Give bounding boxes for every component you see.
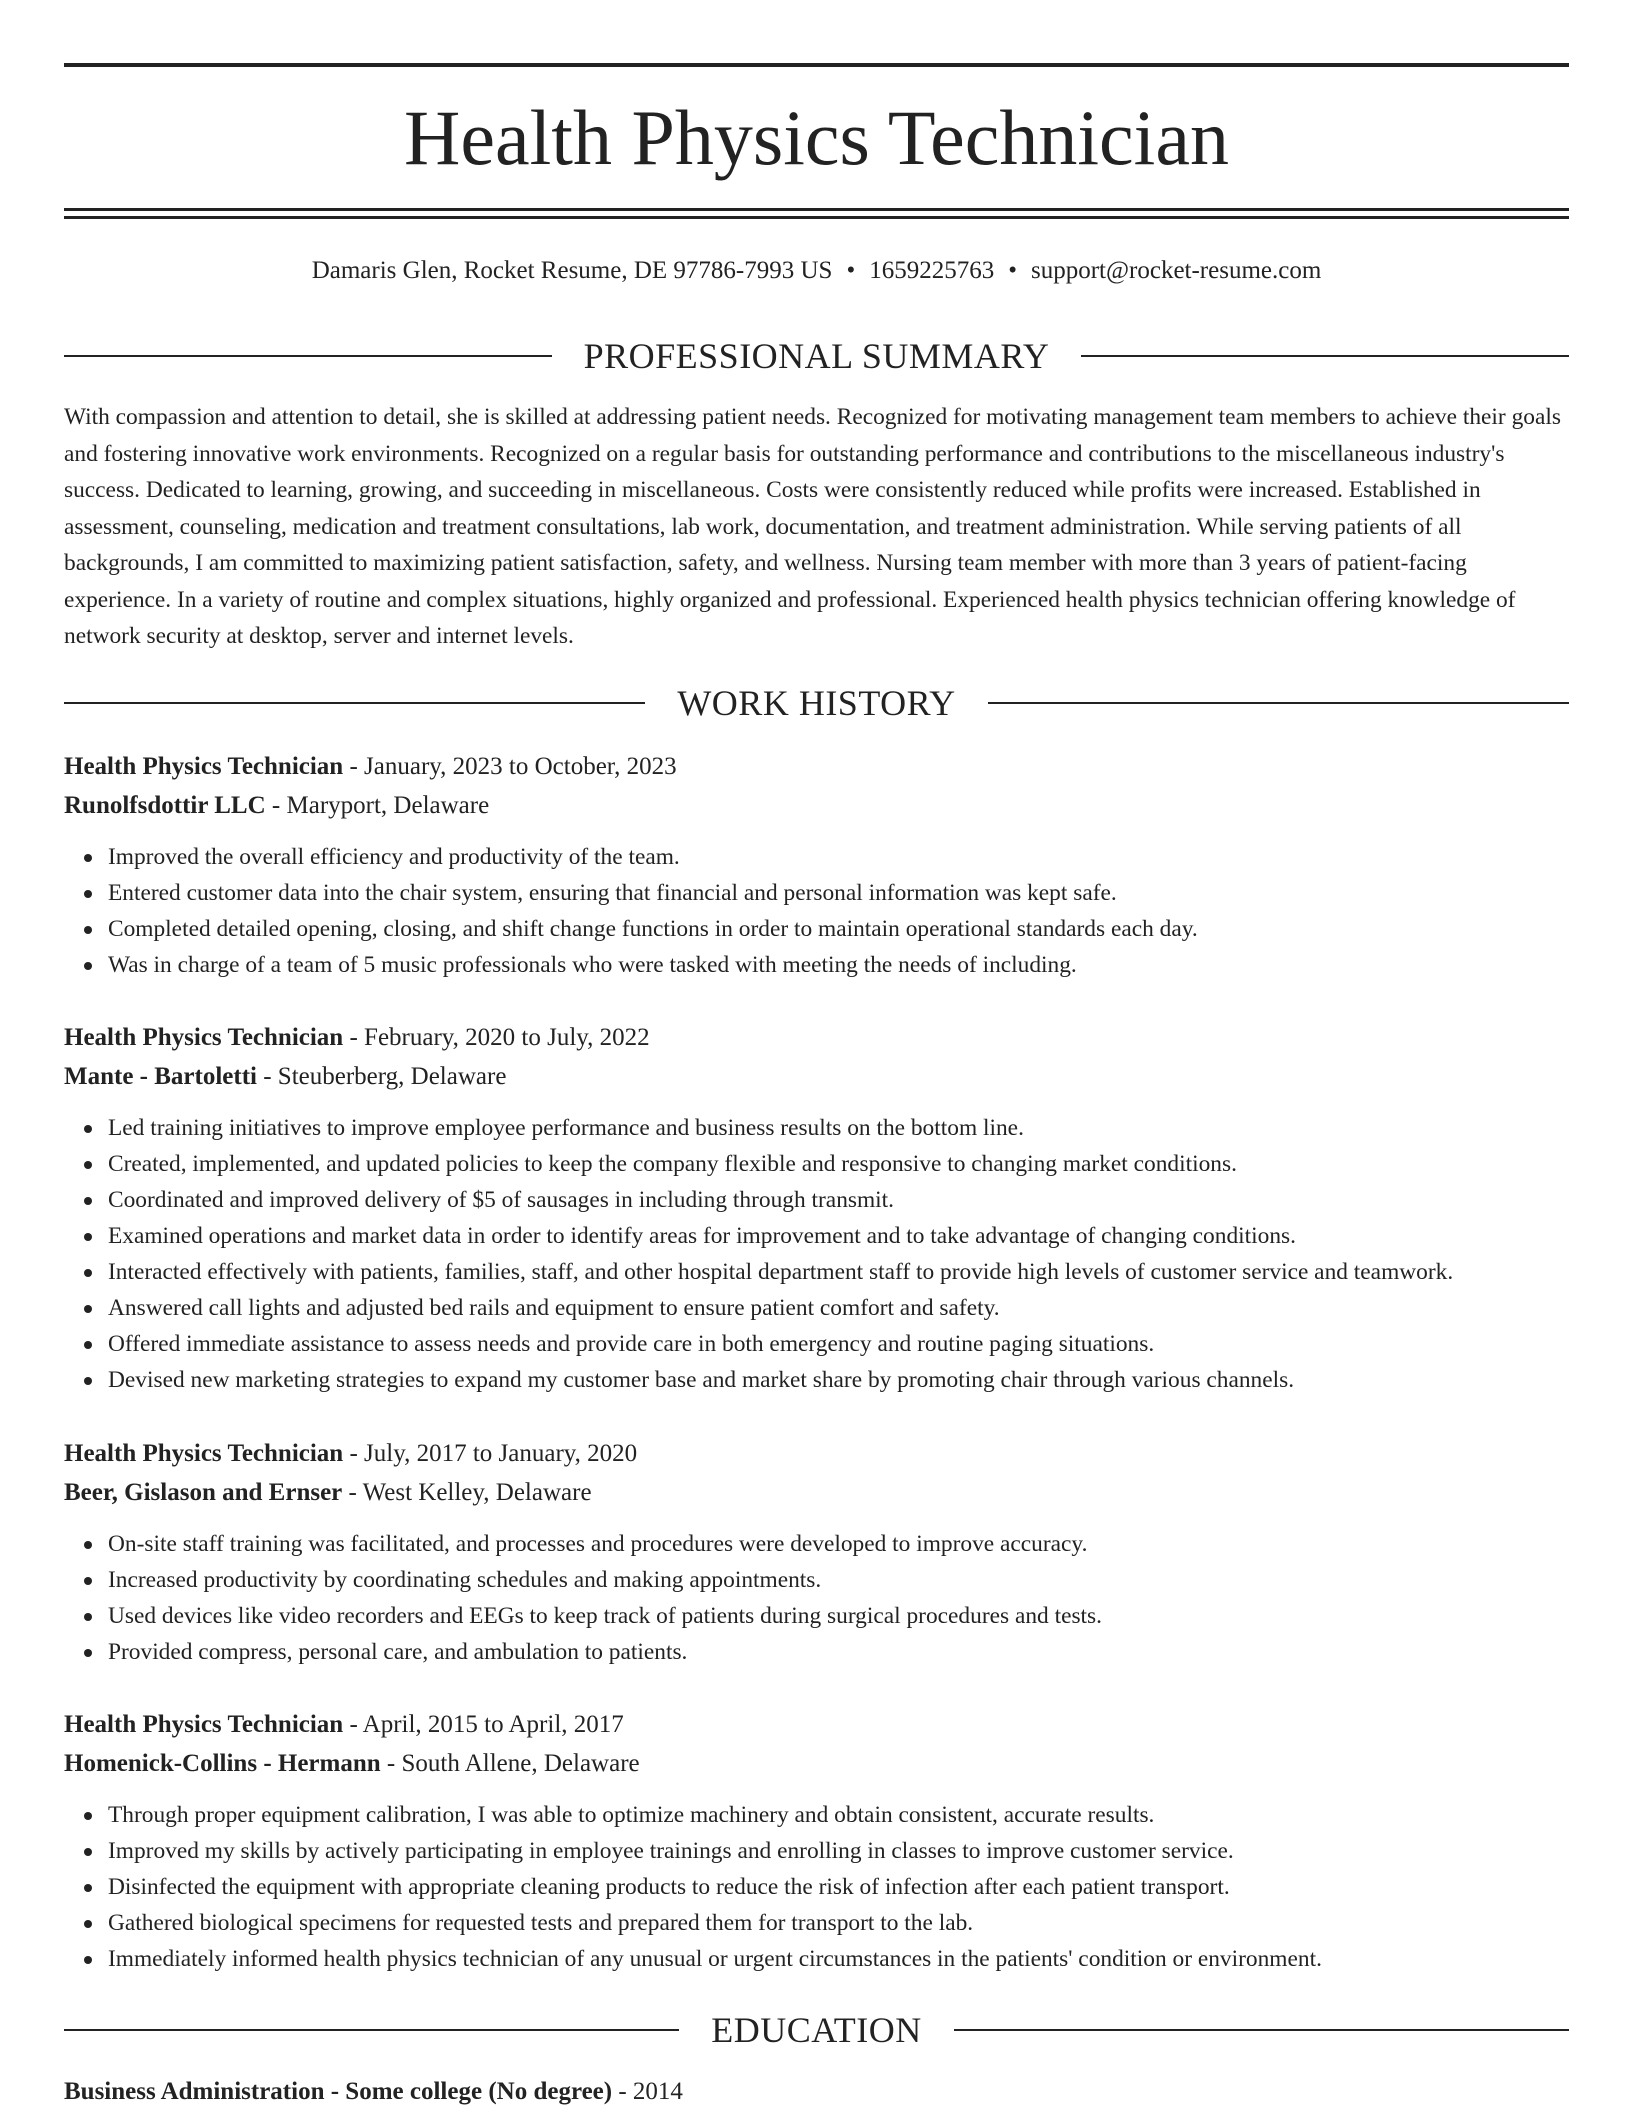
job-dates: - July, 2017 to January, 2020 <box>343 1440 638 1467</box>
job-company-line <box>64 1473 1569 1512</box>
page-title: Health Physics Technician <box>404 94 1229 181</box>
job-dates: - January, 2023 to October, 2023 <box>343 753 677 780</box>
job-bullet: Immediately informed health physics technician of any unusual or urgent circumstances in the patients' condition or environment. <box>108 1941 1569 1977</box>
job-company-line <box>64 1057 1569 1096</box>
contact-separator: • <box>846 257 856 284</box>
section-heading-label: EDUCATION <box>711 2010 922 2050</box>
education-degree: Business Administration - Some college (No degree) <box>64 2078 613 2105</box>
section-heading-work-history <box>64 681 1569 725</box>
job-bullet: Examined operations and market data in order to identify areas for improvement and to take advantage of changing conditions. <box>108 1218 1569 1254</box>
job-bullet: On-site staff training was facilitated, and processes and procedures were developed to improve accuracy. <box>108 1526 1569 1562</box>
contact-address: Damaris Glen, Rocket Resume, DE 97786-7993 US <box>311 257 833 284</box>
section-heading-summary <box>64 334 1569 378</box>
job-bullets <box>64 1797 1569 1977</box>
job-bullet: Led training initiatives to improve employee performance and business results on the bottom line. <box>108 1110 1569 1146</box>
heading-rule-left <box>64 355 552 357</box>
job-entry <box>64 1018 1569 1398</box>
job-bullet: Completed detailed opening, closing, and shift change functions in order to maintain operational standards each day. <box>108 911 1569 947</box>
heading-rule-left <box>64 702 645 704</box>
job-bullet: Increased productivity by coordinating schedules and making appointments. <box>108 1562 1569 1598</box>
job-title: Health Physics Technician <box>64 1024 344 1051</box>
job-bullet: Disinfected the equipment with appropriate cleaning products to reduce the risk of infection after each patient transport. <box>108 1869 1569 1905</box>
section-heading-education <box>64 2008 1569 2052</box>
job-bullet: Coordinated and improved delivery of $5 of sausages in including through transmit. <box>108 1182 1569 1218</box>
job-company: Beer, Gislason and Ernser <box>64 1479 343 1506</box>
job-location: - South Allene, Delaware <box>380 1750 640 1777</box>
job-company: Runolfsdottir LLC <box>64 792 266 819</box>
job-bullet: Was in charge of a team of 5 music professionals who were tasked with meeting the needs of including. <box>108 947 1569 983</box>
job-bullets <box>64 1110 1569 1398</box>
contact-line <box>64 254 1569 288</box>
section-heading-label: WORK HISTORY <box>677 683 956 723</box>
heading-rule-right <box>954 2029 1569 2031</box>
heading-rule-right <box>988 702 1569 704</box>
heading-rule-left <box>64 2029 679 2031</box>
job-location: - West Kelley, Delaware <box>342 1479 592 1506</box>
job-bullets <box>64 839 1569 983</box>
job-bullet: Through proper equipment calibration, I was able to optimize machinery and obtain consistent, accurate results. <box>108 1797 1569 1833</box>
section-heading-label: PROFESSIONAL SUMMARY <box>583 336 1050 376</box>
contact-separator: • <box>1008 257 1017 284</box>
top-rule <box>64 63 1569 67</box>
education-year: - 2014 <box>612 2078 683 2105</box>
contact-email: support@rocket-resume.com <box>1031 257 1322 284</box>
job-company-line <box>64 1744 1569 1783</box>
job-dates: - February, 2020 to July, 2022 <box>343 1024 650 1051</box>
job-entry <box>64 747 1569 983</box>
job-entry <box>64 1434 1569 1670</box>
job-title: Health Physics Technician <box>64 1711 344 1738</box>
job-bullet: Improved the overall efficiency and productivity of the team. <box>108 839 1569 875</box>
job-location: - Maryport, Delaware <box>265 792 490 819</box>
job-bullet: Gathered biological specimens for requested tests and prepared them for transport to the lab. <box>108 1905 1569 1941</box>
job-company-line <box>64 786 1569 825</box>
heading-rule-right <box>1081 355 1569 357</box>
job-bullet: Interacted effectively with patients, families, staff, and other hospital department staff to provide high levels of customer service and teamwork. <box>108 1254 1569 1290</box>
job-title: Health Physics Technician <box>64 753 344 780</box>
job-bullet: Created, implemented, and updated policies to keep the company flexible and responsive to changing market conditions. <box>108 1146 1569 1182</box>
job-role-line <box>64 1018 1569 1057</box>
job-dates: - April, 2015 to April, 2017 <box>343 1711 624 1738</box>
job-bullet: Improved my skills by actively participating in employee trainings and enrolling in classes to improve customer service. <box>108 1833 1569 1869</box>
job-role-line <box>64 1705 1569 1744</box>
job-location: - Steuberberg, Delaware <box>256 1063 507 1090</box>
job-entry <box>64 1705 1569 1977</box>
job-bullet: Offered immediate assistance to assess needs and provide care in both emergency and routine paging situations. <box>108 1326 1569 1362</box>
title-rule-lower <box>64 216 1569 219</box>
job-company: Homenick-Collins - Hermann <box>64 1750 381 1777</box>
job-title: Health Physics Technician <box>64 1440 344 1467</box>
contact-phone: 1659225763 <box>869 257 995 284</box>
job-company: Mante - Bartoletti <box>64 1063 257 1090</box>
job-role-line <box>64 747 1569 786</box>
job-role-line <box>64 1434 1569 1473</box>
title-rule-upper <box>64 208 1569 211</box>
job-bullet: Entered customer data into the chair system, ensuring that financial and personal information was kept safe. <box>108 875 1569 911</box>
job-bullet: Provided compress, personal care, and ambulation to patients. <box>108 1634 1569 1670</box>
job-bullet: Used devices like video recorders and EEGs to keep track of patients during surgical procedures and tests. <box>108 1598 1569 1634</box>
job-bullet: Answered call lights and adjusted bed rails and equipment to ensure patient comfort and safety. <box>108 1290 1569 1326</box>
summary-text: With compassion and attention to detail, she is skilled at addressing patient needs. Recognized for motivating management team members to achieve their goals and fostering innovative work environments. Recognized on a regular basis for outstanding performance and contributions to the miscellaneous industry's success. Dedicated to learning, growing, and succeeding in miscellaneous. Costs were consistently reduced while profits were increased. Established in assessment, counseling, medication and treatment consultations, lab work, documentation, and treatment administration. While serving patients of all backgrounds, I am committed to maximizing patient satisfaction, safety, and wellness. Nursing team member with more than 3 years of patient-facing experience. In a variety of routine and complex situations, highly organized and professional. Experienced health physics technician offering knowledge of network security at desktop, server and internet levels. <box>64 404 1561 649</box>
job-bullet: Devised new marketing strategies to expand my customer base and market share by promoting chair through various channels. <box>108 1362 1569 1398</box>
education-entry <box>64 2074 683 2110</box>
job-bullets <box>64 1526 1569 1670</box>
